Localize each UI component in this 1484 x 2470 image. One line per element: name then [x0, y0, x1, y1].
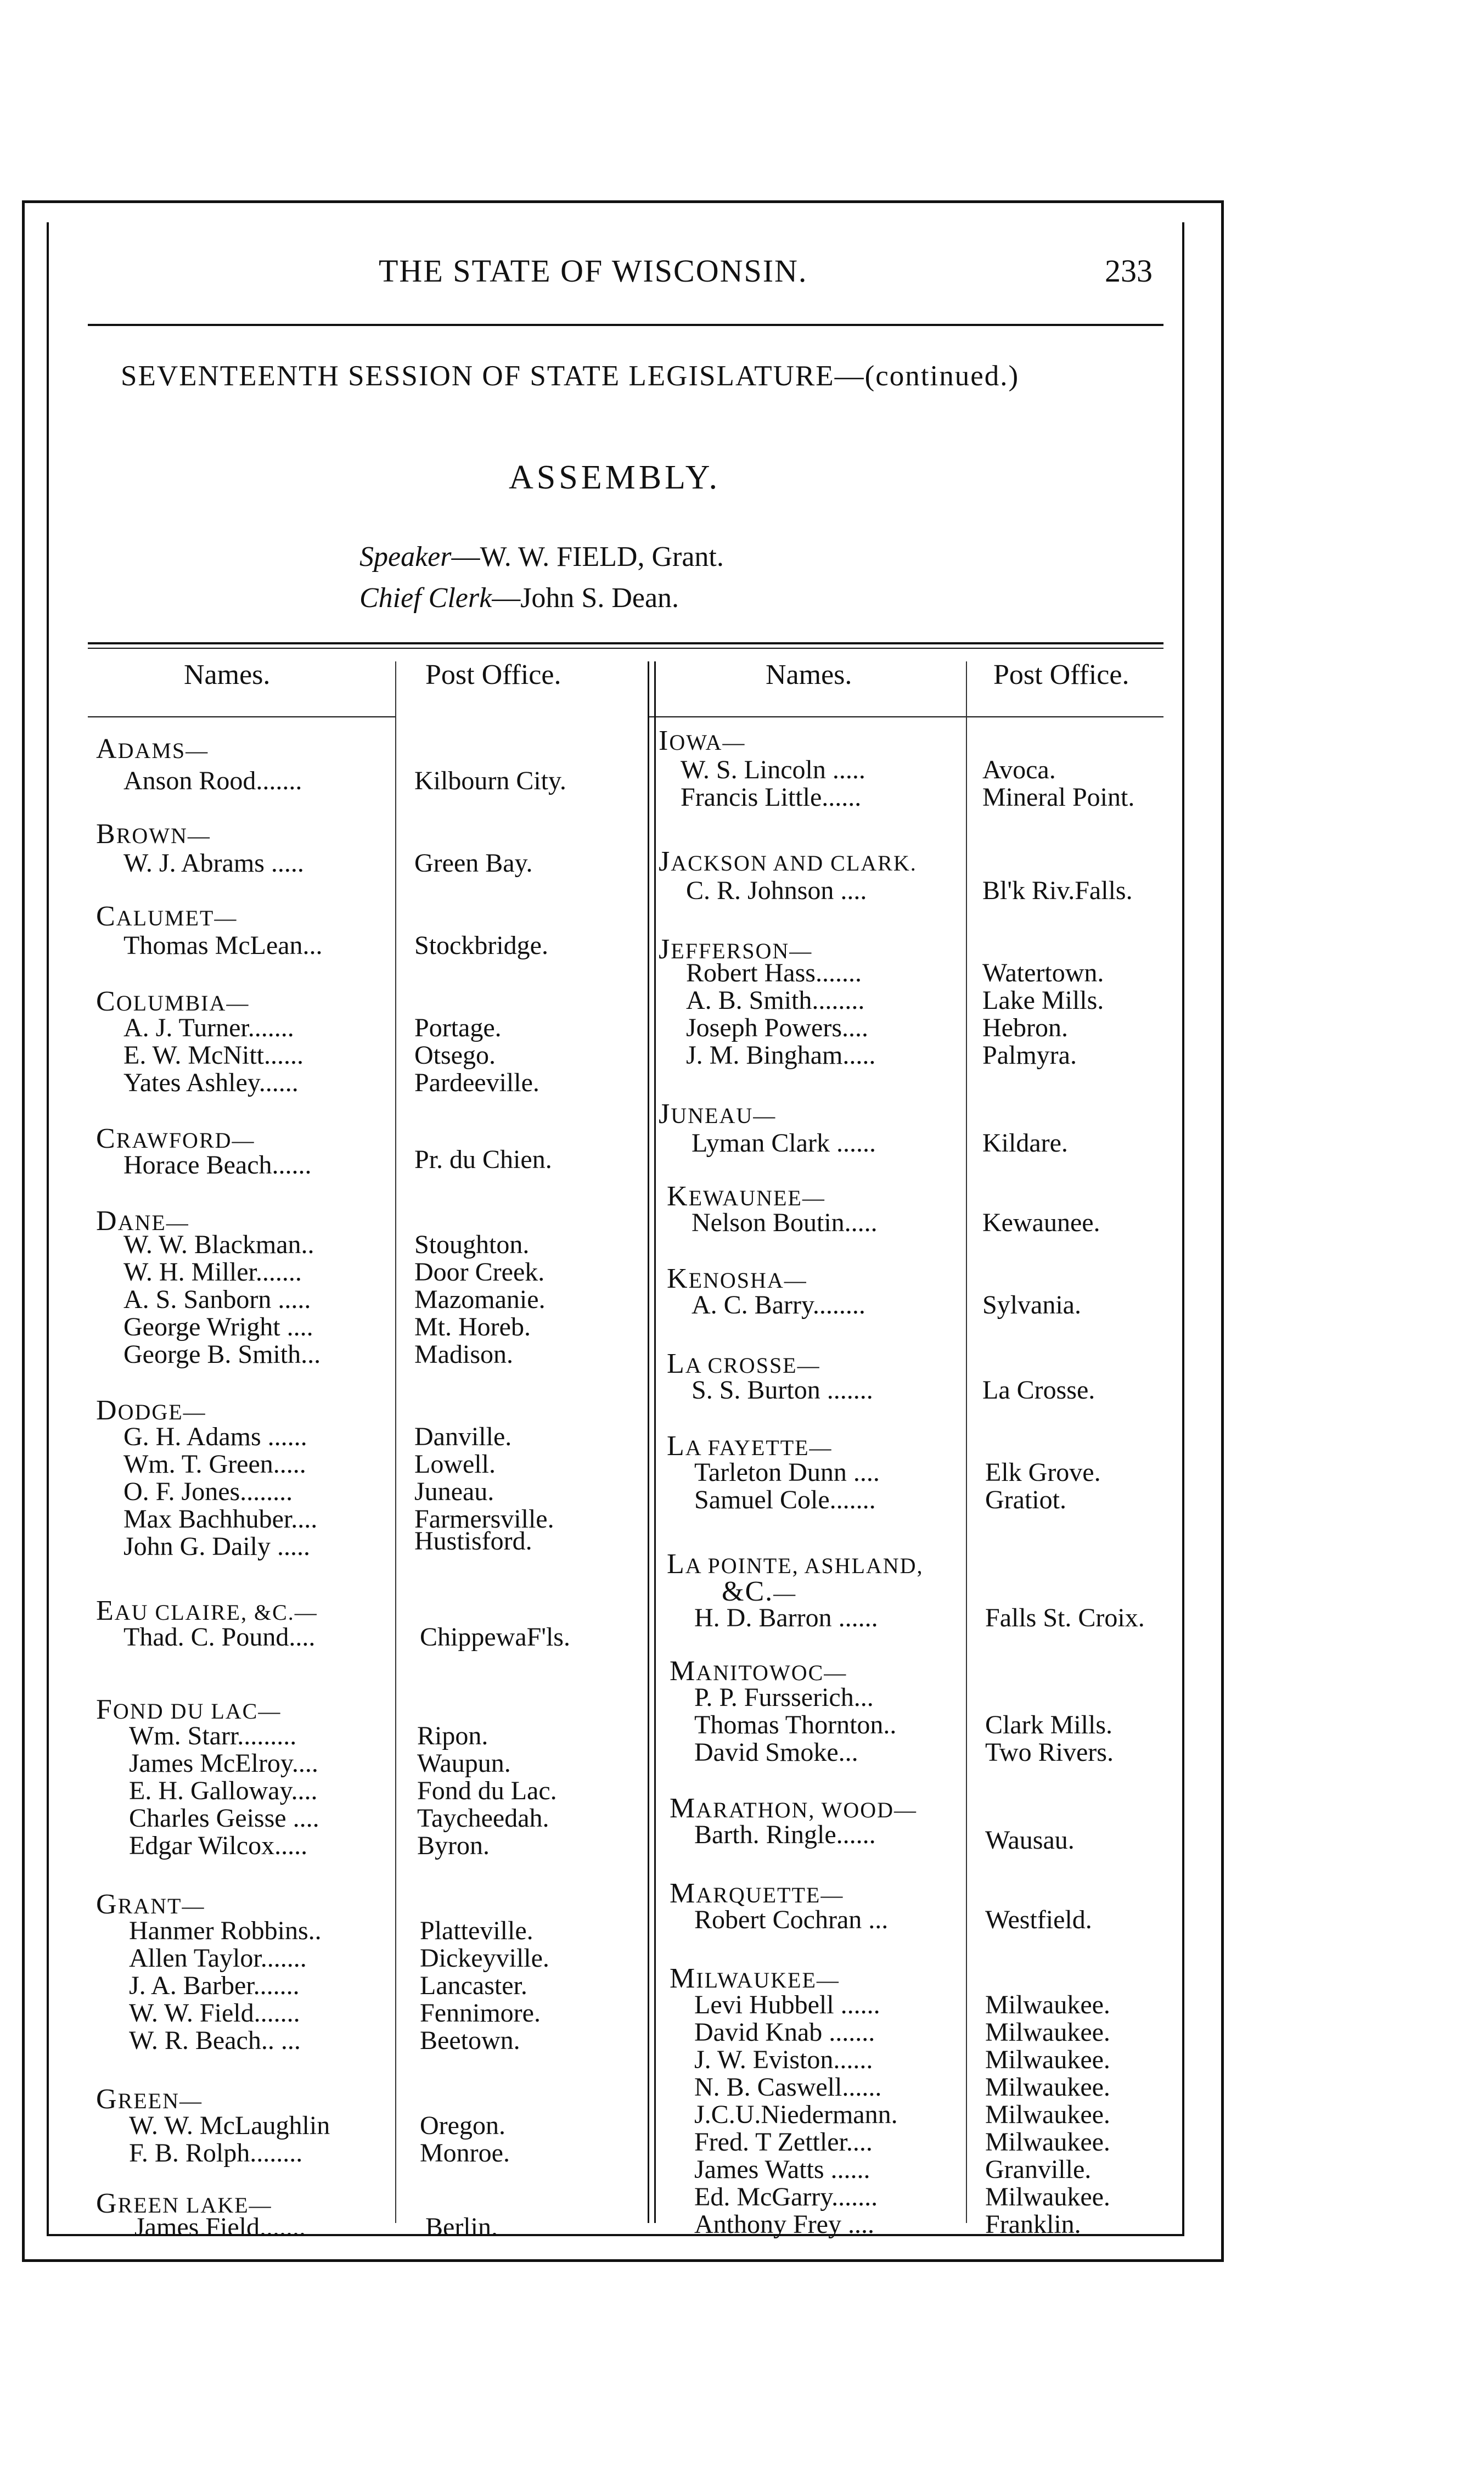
county-heading: LA FAYETTE— [667, 1430, 833, 1462]
member-name: Thad. C. Pound.... [123, 1623, 316, 1652]
post-office: Sylvania. [982, 1290, 1081, 1320]
member-name: Anthony Frey .... [694, 2210, 874, 2239]
member-name: Wm. T. Green..... [123, 1450, 306, 1479]
member-name: O. F. Jones........ [123, 1477, 293, 1506]
member-name: Anson Rood....... [123, 766, 302, 795]
member-name: Nelson Boutin..... [692, 1208, 878, 1237]
member-name: Hanmer Robbins.. [129, 1916, 322, 1945]
member-name: James Field....... [134, 2213, 306, 2242]
post-office: Stockbridge. [414, 931, 548, 960]
member-name: Ed. McGarry....... [694, 2182, 878, 2211]
chief-clerk-line [359, 582, 679, 614]
divider-left-names-post [395, 661, 396, 2223]
member-name: J. A. Barber....... [129, 1971, 300, 2000]
chief-clerk-role: Chief Clerk [359, 582, 492, 614]
member-name: Charles Geisse .... [129, 1804, 319, 1833]
post-office: Lowell. [414, 1450, 496, 1479]
post-office: Juneau. [414, 1477, 494, 1506]
member-name: H. D. Barron ...... [694, 1603, 878, 1632]
post-office: Palmyra. [982, 1041, 1077, 1070]
county-heading: GREEN— [96, 2084, 203, 2115]
post-office: Monroe. [420, 2138, 510, 2168]
county-heading: ADAMS— [96, 733, 209, 765]
member-name: Samuel Cole....... [694, 1485, 876, 1514]
post-office: Lake Mills. [982, 986, 1104, 1015]
post-office: Elk Grove. [985, 1458, 1101, 1487]
member-name: James Watts ...... [694, 2155, 870, 2184]
post-office: Mt. Horeb. [414, 1312, 531, 1341]
county-heading: IOWA— [659, 725, 746, 756]
county-heading: JACKSON AND CLARK. [659, 846, 917, 877]
member-name: Yates Ashley...... [123, 1068, 299, 1097]
speaker-role: Speaker [359, 541, 452, 572]
county-heading: BROWN— [96, 818, 211, 850]
member-name: J. M. Bingham..... [686, 1041, 876, 1070]
col-head-right-names: Names. [766, 659, 852, 691]
member-name: Edgar Wilcox..... [129, 1831, 308, 1860]
post-office: Waupun. [417, 1749, 511, 1778]
member-name: J.C.U.Niedermann. [694, 2100, 898, 2129]
member-name: F. B. Rolph........ [129, 2138, 303, 2168]
post-office: Lancaster. [420, 1971, 527, 2000]
post-office: Milwaukee. [985, 2018, 1110, 2047]
member-name: W. S. Lincoln ..... [681, 755, 865, 784]
table-top-rule [88, 642, 1163, 644]
header-rule [88, 324, 1163, 326]
post-office: Farmersville. [414, 1505, 554, 1534]
county-heading: FOND DU LAC— [96, 1694, 282, 1725]
member-name: Fred. T Zettler.... [694, 2127, 873, 2157]
post-office: La Crosse. [982, 1376, 1095, 1405]
chief-clerk-name: —John S. Dean. [492, 582, 679, 614]
member-name: David Smoke... [694, 1738, 858, 1767]
post-office: Stoughton. [414, 1230, 530, 1259]
speaker-name: —W. W. FIELD, Grant. [451, 541, 724, 572]
county-heading: MARQUETTE— [670, 1878, 844, 1909]
post-office: Wausau. [985, 1826, 1075, 1855]
member-name: J. W. Eviston...... [694, 2045, 873, 2074]
col-head-left-post: Post Office. [425, 659, 561, 691]
member-name: A. C. Barry........ [692, 1290, 865, 1320]
member-name: Max Bachhuber.... [123, 1505, 318, 1534]
member-name: A. B. Smith........ [686, 986, 865, 1015]
member-name: George Wright .... [123, 1312, 313, 1341]
post-office: Clark Mills. [985, 1710, 1113, 1739]
post-office: Milwaukee. [985, 2045, 1110, 2074]
member-name: Robert Cochran ... [694, 1905, 889, 1934]
post-office: Mineral Point. [982, 783, 1135, 812]
post-office: Franklin. [985, 2210, 1081, 2239]
post-office: Two Rivers. [985, 1738, 1114, 1767]
divider-center [648, 661, 649, 2223]
county-heading: DODGE— [96, 1395, 206, 1426]
member-name: John G. Daily ..... [123, 1532, 310, 1561]
post-office: Kildare. [982, 1129, 1068, 1158]
running-title: THE STATE OF WISCONSIN. [379, 253, 808, 289]
post-office: Green Bay. [414, 849, 533, 878]
member-name: Lyman Clark ...... [692, 1129, 876, 1158]
col-head-right-post: Post Office. [993, 659, 1129, 691]
county-heading: MANITOWOC— [670, 1655, 847, 1687]
county-heading: CALUMET— [96, 901, 238, 932]
county-heading: CRAWFORD— [96, 1123, 255, 1154]
member-name: W. H. Miller....... [123, 1258, 302, 1287]
member-name: Thomas McLean... [123, 931, 323, 960]
county-heading: KENOSHA— [667, 1263, 807, 1294]
member-name: W. R. Beach.. ... [129, 2026, 301, 2055]
post-office: Milwaukee. [985, 2100, 1110, 2129]
post-office: Gratiot. [985, 1485, 1066, 1514]
page-number: 233 [1105, 253, 1153, 289]
post-office: Pardeeville. [414, 1068, 539, 1097]
county-heading: LA CROSSE— [667, 1348, 820, 1379]
member-name: E. H. Galloway.... [129, 1776, 318, 1805]
member-name: A. J. Turner....... [123, 1013, 294, 1042]
col-head-underline-left [88, 716, 395, 717]
post-office: Falls St. Croix. [985, 1603, 1145, 1632]
post-office: Pr. du Chien. [414, 1145, 552, 1174]
member-name: W. W. McLaughlin [129, 2111, 330, 2140]
post-office: Milwaukee. [985, 1990, 1110, 2019]
county-heading: LA POINTE, ASHLAND, [667, 1548, 924, 1580]
member-name: G. H. Adams ...... [123, 1422, 307, 1451]
member-name: S. S. Burton ....... [692, 1376, 873, 1405]
post-office: ChippewaF'ls. [420, 1623, 570, 1652]
county-heading: GRANT— [96, 1889, 205, 1920]
session-title: SEVENTEENTH SESSION OF STATE LEGISLATURE—(continued.) [121, 360, 1020, 392]
county-heading-continued: &C.— [722, 1576, 797, 1607]
member-name: E. W. McNitt...... [123, 1041, 304, 1070]
member-name: Robert Hass....... [686, 958, 862, 987]
member-name: P. P. Fursserich... [694, 1683, 874, 1712]
county-heading: JUNEAU— [659, 1098, 777, 1130]
member-name: W. J. Abrams ..... [123, 849, 304, 878]
post-office: Portage. [414, 1013, 502, 1042]
post-office: Avoca. [982, 755, 1056, 784]
post-office: Fond du Lac. [417, 1776, 557, 1805]
member-name: Barth. Ringle...... [694, 1820, 876, 1849]
col-head-underline-right [648, 716, 1163, 717]
post-office: Kewaunee. [982, 1208, 1100, 1237]
county-heading: EAU CLAIRE, &C.— [96, 1595, 318, 1626]
post-office: Ripon. [417, 1721, 488, 1750]
member-name: Joseph Powers.... [686, 1013, 868, 1042]
member-name: Tarleton Dunn .... [694, 1458, 880, 1487]
member-name: George B. Smith... [123, 1340, 321, 1369]
county-heading: COLUMBIA— [96, 986, 250, 1017]
post-office: Oregon. [420, 2111, 505, 2140]
post-office: Bl'k Riv.Falls. [982, 876, 1133, 905]
member-name: James McElroy.... [129, 1749, 318, 1778]
running-head [88, 252, 1163, 296]
post-office: Dickeyville. [420, 1944, 549, 1973]
speaker-line [359, 541, 724, 573]
table-top-rule-thin [88, 648, 1163, 649]
divider-right-names-post [966, 661, 967, 2223]
post-office: Westfield. [985, 1905, 1092, 1934]
post-office: Hebron. [982, 1013, 1068, 1042]
post-office: Berlin. [425, 2213, 498, 2242]
member-name: C. R. Johnson .... [686, 876, 867, 905]
col-head-left-names: Names. [184, 659, 271, 691]
post-office: Otsego. [414, 1041, 496, 1070]
post-office: Byron. [417, 1831, 490, 1860]
county-heading: GREEN LAKE— [96, 2188, 272, 2219]
member-name: A. S. Sanborn ..... [123, 1285, 311, 1314]
member-name: W. W. Field....... [129, 1999, 300, 2028]
county-heading: MILWAUKEE— [670, 1963, 840, 1994]
member-name: Thomas Thornton.. [694, 1710, 897, 1739]
county-heading: DANE— [96, 1205, 189, 1237]
post-office: Beetown. [420, 2026, 520, 2055]
post-office: Kilbourn City. [414, 766, 566, 795]
house-title: ASSEMBLY. [508, 459, 721, 496]
member-name: Horace Beach...... [123, 1150, 312, 1180]
member-name: N. B. Caswell...... [694, 2073, 882, 2102]
member-name: Levi Hubbell ...... [694, 1990, 880, 2019]
member-name: Francis Little...... [681, 783, 862, 812]
county-heading: JEFFERSON— [659, 934, 813, 965]
post-office: Mazomanie. [414, 1285, 546, 1314]
divider-center-double [654, 661, 656, 2223]
member-name: David Knab ....... [694, 2018, 875, 2047]
post-office: Danville. [414, 1422, 512, 1451]
post-office: Hustisford. [414, 1526, 532, 1556]
post-office: Granville. [985, 2155, 1092, 2184]
post-office: Taycheedah. [417, 1804, 549, 1833]
county-heading: KEWAUNEE— [667, 1181, 825, 1212]
post-office: Milwaukee. [985, 2182, 1110, 2211]
member-name: Allen Taylor....... [129, 1944, 307, 1973]
post-office: Milwaukee. [985, 2127, 1110, 2157]
post-office: Door Creek. [414, 1258, 545, 1287]
member-name: W. W. Blackman.. [123, 1230, 314, 1259]
post-office: Milwaukee. [985, 2073, 1110, 2102]
post-office: Platteville. [420, 1916, 533, 1945]
post-office: Watertown. [982, 958, 1104, 987]
member-name: Wm. Starr......... [129, 1721, 297, 1750]
county-heading: MARATHON, WOOD— [670, 1793, 918, 1824]
post-office: Fennimore. [420, 1999, 541, 2028]
post-office: Madison. [414, 1340, 513, 1369]
